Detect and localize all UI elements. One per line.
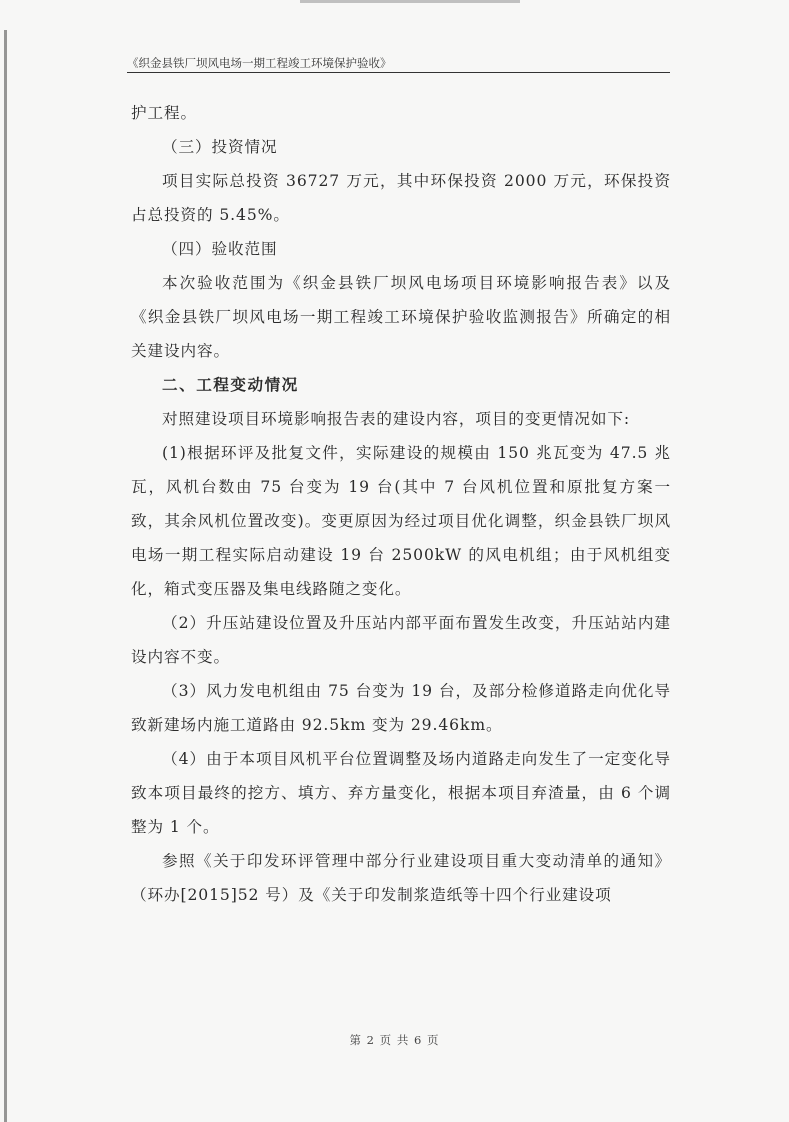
heading-engineering-changes: 二、工程变动情况: [162, 375, 299, 394]
paragraph-investment: 项目实际总投资 36727 万元，其中环保投资 2000 万元，环保投资占总投资的 5.45%。: [131, 172, 671, 224]
paragraph-change-3: （3）风力发电机组由 75 台变为 19 台，及部分检修道路走向优化导致新建场内施工道路由 92.5km 变为 29.46km。: [131, 682, 671, 734]
document-body: [131, 96, 671, 912]
paragraph-change-4: （4）由于本项目风机平台位置调整及场内道路走向发生了一定变化导致本项目最终的挖方、填方、弃方量变化，根据本项目弃渣量，由 6 个调整为 1 个。: [131, 750, 671, 836]
scan-edge-left: [4, 30, 7, 1122]
paragraph-acceptance-scope: 本次验收范围为《织金县铁厂坝风电场项目环境影响报告表》以及《织金县铁厂坝风电场一期工程竣工环境保护验收监测报告》所确定的相关建设内容。: [131, 274, 671, 360]
paragraph-continuation: 护工程。: [131, 104, 197, 122]
scan-edge-top: [300, 0, 520, 3]
paragraph-change-1: (1)根据环评及批复文件，实际建设的规模由 150 兆瓦变为 47.5 兆瓦，风机台数由 75 台变为 19 台(其中 7 台风机位置和原批复方案一致，其余风机位置改变)。变更原因为经过项目优化调整，织金县铁厂坝风电场一期工程实际启动建设 19 台 2500kW 的风电机组；由于风机组变化，箱式变压器及集电线路随之变化。: [131, 444, 671, 598]
running-header: 《织金县铁厂坝风电场一期工程竣工环境保护验收》: [127, 55, 670, 73]
paragraph-reference: 参照《关于印发环评管理中部分行业建设项目重大变动清单的通知》（环办[2015]52 号）及《关于印发制浆造纸等十四个行业建设项: [131, 852, 671, 904]
paragraph-change-2: （2）升压站建设位置及升压站内部平面布置发生改变，升压站站内建设内容不变。: [131, 614, 671, 666]
page-number: 第 2 页 共 6 页: [349, 1033, 440, 1047]
paragraph-changes-intro: 对照建设项目环境影响报告表的建设内容，项目的变更情况如下:: [162, 410, 630, 428]
subheading-investment: （三）投资情况: [162, 138, 278, 156]
subheading-acceptance-scope: （四）验收范围: [162, 240, 278, 258]
